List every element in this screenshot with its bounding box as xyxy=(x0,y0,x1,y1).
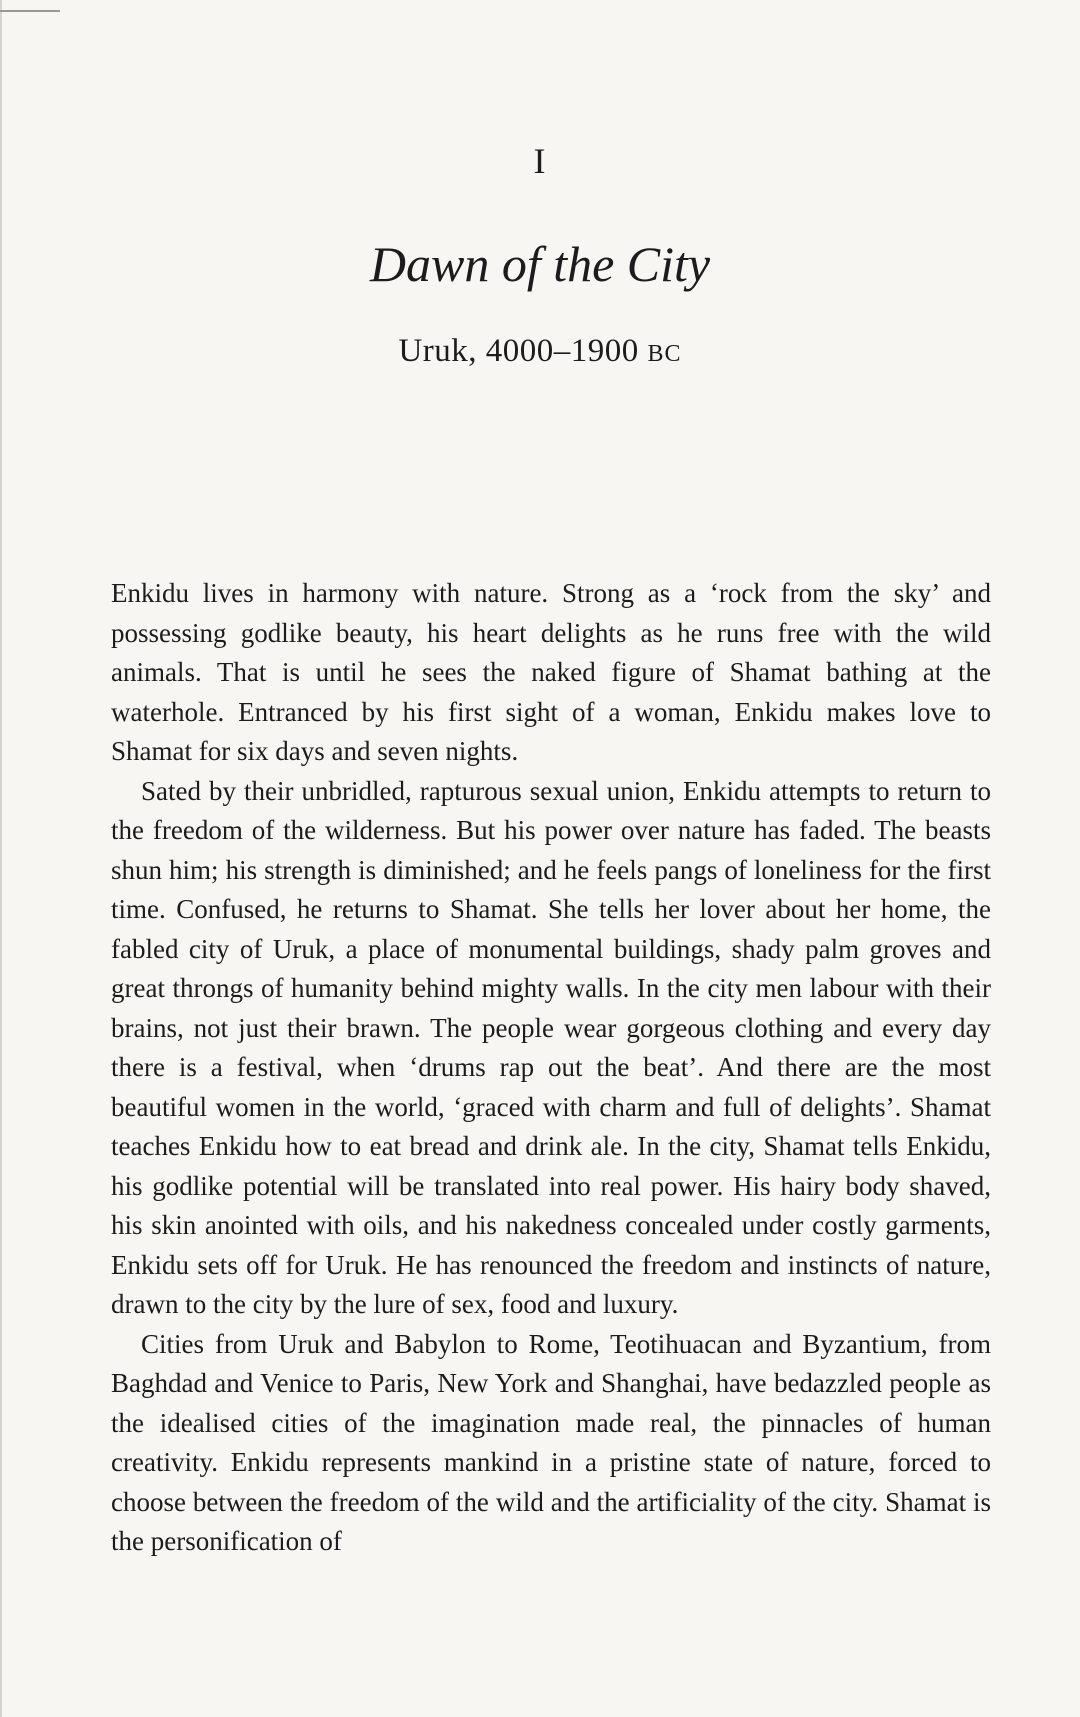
chapter-number: I xyxy=(533,141,547,181)
chapter-subtitle xyxy=(0,333,1080,370)
paragraph: Sated by their unbridled, rapturous sexual union, Enkidu attempts to return to the freedom of the wilderness. But his power over nature has faded. The beasts shun him; his strength is diminished; and he feels pangs of loneliness for the first time. Confused, he returns to Shamat. She tells her lover about her home, the fabled city of Uruk, a place of monumental buildings, shady palm groves and great throngs of humanity behind mighty walls. In the city men labour with their brains, not just their brawn. The people wear gorgeous clothing and every day there is a festival, when ‘drums rap out the beat’. And there are the most beautiful women in the world, ‘graced with charm and full of delights’. Shamat teaches Enkidu how to eat bread and drink ale. In the city, Shamat tells Enkidu, his godlike potential will be translated into real power. His hairy body shaved, his skin anointed with oils, and his nakedness concealed under costly garments, Enkidu sets off for Uruk. He has renounced the freedom and instincts of nature, drawn to the city by the lure of sex, food and luxury. xyxy=(111,775,991,1319)
chapter-subtitle-place-dates: Uruk, 4000–1900 xyxy=(398,333,639,369)
paragraph: Cities from Uruk and Babylon to Rome, Teotihuacan and Byzantium, from Baghdad and Venice to Paris, New York and Shanghai, have bedazzled people as the idealised cities of the imagination made real, the pinnacles of human creativity. Enkidu represents mankind in a pristine state of nature, forced to choose between the freedom of the wild and the artificiality of the city. Shamat is the personification of xyxy=(111,1328,991,1556)
paragraph: Enkidu lives in harmony with nature. Strong as a ‘rock from the sky’ and possessing godlike beauty, his heart delights as he runs free with the wild animals. That is until he sees the naked figure of Shamat bathing at the waterhole. Entranced by his first sight of a woman, Enkidu makes love to Shamat for six days and seven nights. xyxy=(111,578,991,766)
top-rule xyxy=(0,10,60,12)
body-text xyxy=(111,574,991,1562)
chapter-title: Dawn of the City xyxy=(369,236,711,292)
chapter-subtitle-era: BC xyxy=(647,341,682,367)
